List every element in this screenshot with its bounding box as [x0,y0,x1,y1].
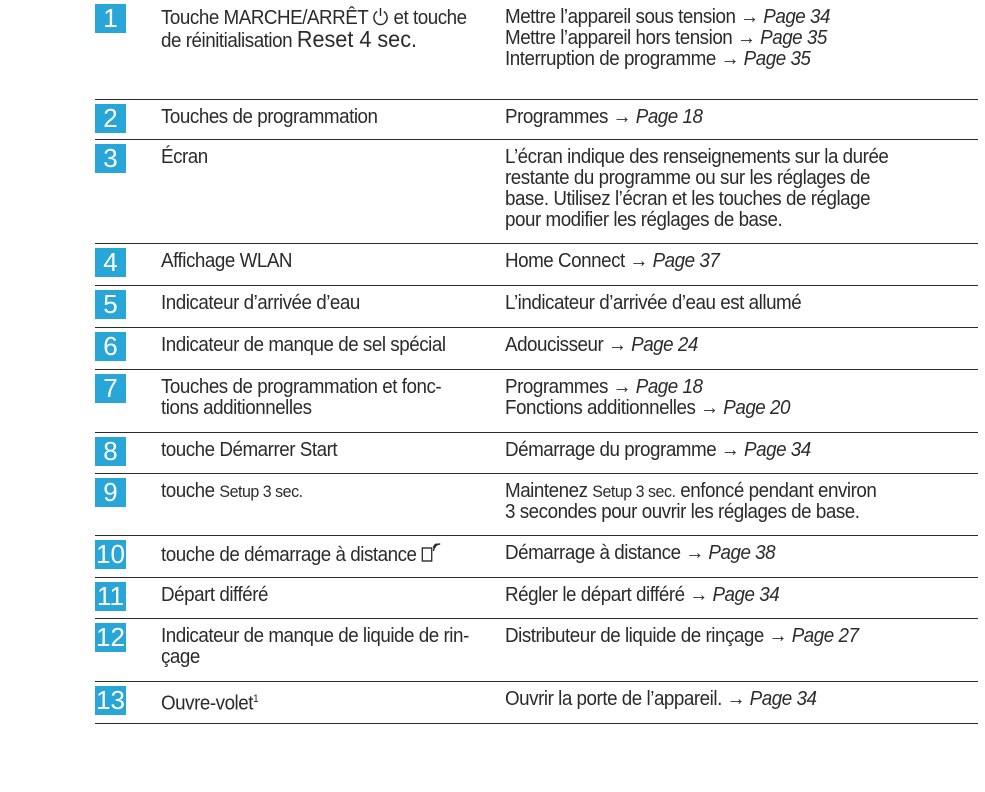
page-link[interactable]: Page 37 [652,250,720,272]
page-link[interactable]: Page 34 [712,584,780,606]
table-row [95,619,978,682]
item-description: Ouvrir la porte de l’appareil. → Page 34 [505,688,817,710]
table-row [95,100,978,140]
table-row [95,140,978,244]
item-number: 2 [95,104,126,133]
page-link[interactable]: Page 18 [635,376,703,398]
item-description: Adoucisseur → Page 24 [505,334,698,356]
item-name: Départ différé [161,584,268,606]
item-name: Touche MARCHE/ARRÊT et touche de réinitialisation Reset 4 sec. [161,7,467,52]
item-number: 3 [95,144,126,173]
item-number: 13 [96,685,125,715]
item-name: Indicateur de manque de liquide de rin- çage [161,625,469,668]
table-row [95,578,978,619]
item-name: Touches de programmation et fonc- tions additionnelles [161,376,442,419]
item-number: 12 [96,622,125,652]
item-description: Démarrage à distance → Page 38 [505,542,776,564]
item-name: touche Setup 3 sec. [161,480,303,502]
table-row [95,682,978,724]
item-description: Programmes → Page 18 Fonctions additionnelles → Page 20 [505,376,791,419]
item-name: touche de démarrage à distance [161,543,462,566]
page-link[interactable]: Page 34 [744,439,811,461]
page-link[interactable]: Page 20 [723,397,791,419]
page-link[interactable]: Page 34 [763,6,831,28]
item-name: Affichage WLAN [161,250,293,272]
item-name: Ouvre-volet$^1$ [161,692,259,715]
item-number: 7 [95,374,126,403]
page-link[interactable]: Page 35 [743,48,811,70]
table-row [95,244,978,286]
item-name: Indicateur d’arrivée d’eau [161,292,360,314]
page-link[interactable]: Page 34 [749,688,817,710]
page-link[interactable]: Page 24 [631,334,698,356]
item-name: touche Démarrer Start [161,439,338,461]
item-number: 1 [95,4,126,33]
item-number: 4 [95,248,126,277]
page-link[interactable]: Page 27 [791,625,859,647]
item-description: Démarrage du programme → Page 34 [505,439,811,461]
item-description: L’écran indique des renseignements sur la durée restante du programme ou sur les réglages de base. Utilisez l’écran et les touches de réglage pour modifier les réglages de base. [505,146,889,231]
setup-label: Setup 3 sec. [592,482,676,501]
item-name: Écran [161,146,208,168]
table-row [95,286,978,328]
item-description: L’indicateur d’arrivée d’eau est allumé [505,292,802,314]
item-description: Mettre l’appareil sous tension → Page 34 Mettre l’appareil hors tension → Page 35 Interruption de programme → Page 35 [505,6,831,70]
item-description: Programmes → Page 18 [505,106,703,128]
table-row [95,370,978,433]
item-number: 8 [95,437,126,466]
table-row [95,433,978,474]
item-number: 11 [97,581,124,611]
item-number: 9 [95,478,126,507]
setup-label: Setup 3 sec. [219,482,303,501]
table-row [95,474,978,536]
item-name: Touches de programmation [161,106,378,128]
page-link[interactable]: Page 38 [708,542,776,564]
item-description: Maintenez Setup 3 sec. enfoncé pendant environ 3 secondes pour ouvrir les réglages de base. [505,480,877,523]
start-label: Start [299,439,338,461]
item-number: 6 [95,332,126,361]
page-link[interactable]: Page 35 [760,27,827,49]
remote-start-icon [421,543,442,563]
table-row [95,0,978,100]
table-row [95,536,978,578]
footnote-marker: 1 [253,693,259,705]
item-number: 10 [96,539,125,569]
reset-label: Reset 4 sec. [296,26,418,52]
page-link[interactable]: Page 18 [635,106,703,128]
item-name: Indicateur de manque de sel spécial [161,334,446,356]
power-icon [373,7,389,26]
item-number: 5 [95,290,126,319]
controls-table [95,0,978,724]
item-description: Distributeur de liquide de rinçage → Page 27 [505,625,859,647]
table-row [95,328,978,370]
item-description: Régler le départ différé → Page 34 [505,584,780,606]
item-description: Home Connect → Page 37 [505,250,720,272]
